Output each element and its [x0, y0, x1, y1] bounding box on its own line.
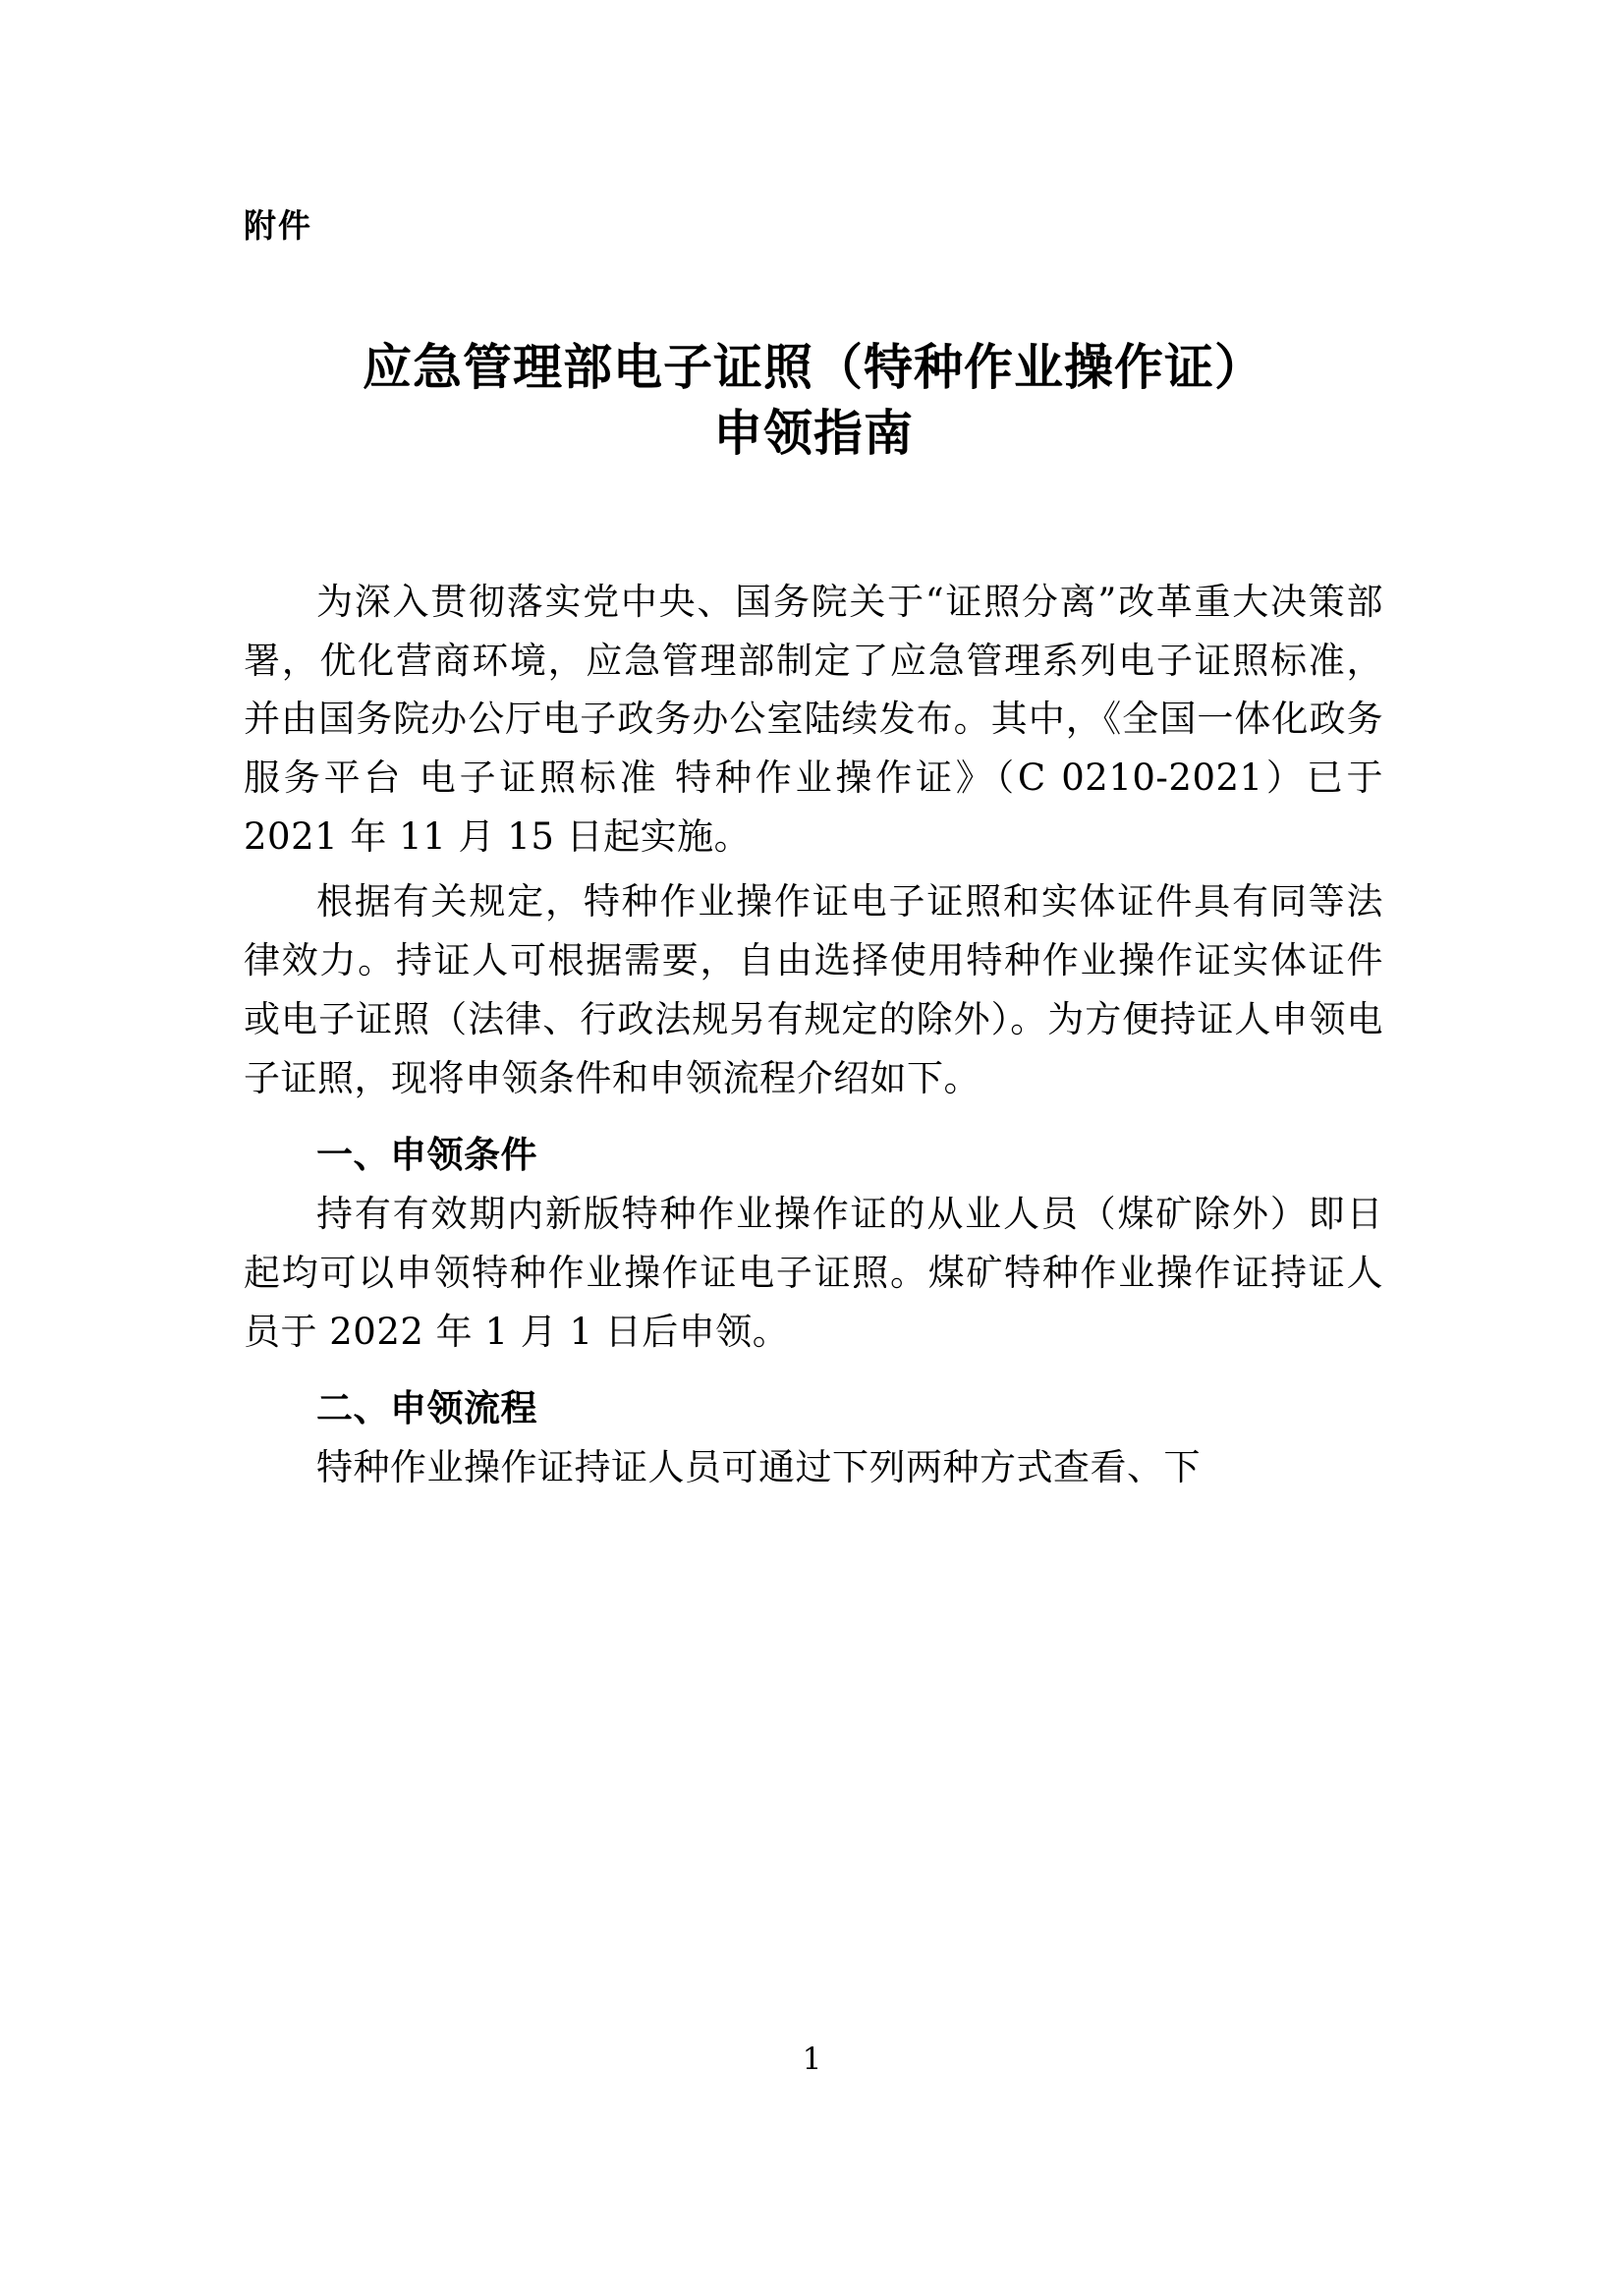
section-heading-conditions: 一、申领条件: [316, 1134, 537, 1177]
section-heading-process: 二、申领流程: [316, 1386, 537, 1429]
page-title: [244, 334, 1383, 467]
document-body: [244, 573, 1383, 1497]
page-title-line-2: 申领指南: [713, 404, 914, 463]
intro-paragraph-2: 根据有关规定，特种作业操作证电子证照和实体证件具有同等法律效力。持证人可根据需要，自由选择使用特种作业操作证实体证件或电子证照（法律、行政法规另有规定的除外）。为方便持证人申领电子证照，现将申领条件和申领流程介绍如下。: [244, 880, 1383, 1100]
section-process-paragraph-1: 特种作业操作证持证人员可通过下列两种方式查看、下: [316, 1445, 1201, 1488]
intro-paragraph-1: 为深入贯彻落实党中央、国务院关于“证照分离”改革重大决策部署，优化营商环境，应急管理部制定了应急管理系列电子证照标准，并由国务院办公厅电子政务办公室陆续发布。其中，《全国一体化政务服务平台 电子证照标准 特种作业操作证》（C 0210-2021）已于 2021 年 11 月 15 日起实施。: [244, 580, 1383, 859]
page-content: [244, 0, 1383, 1497]
page-title-line-1: 应急管理部电子证照（特种作业操作证）: [363, 337, 1264, 396]
attachment-label: 附件: [244, 206, 312, 245]
page-number: 1: [802, 2042, 822, 2077]
section-conditions-paragraph-1: 持有有效期内新版特种作业操作证的从业人员（煤矿除外）即日起均可以申领特种作业操作证电子证照。煤矿特种作业操作证持证人员于 2022 年 1 月 1 日后申领。: [244, 1192, 1383, 1353]
